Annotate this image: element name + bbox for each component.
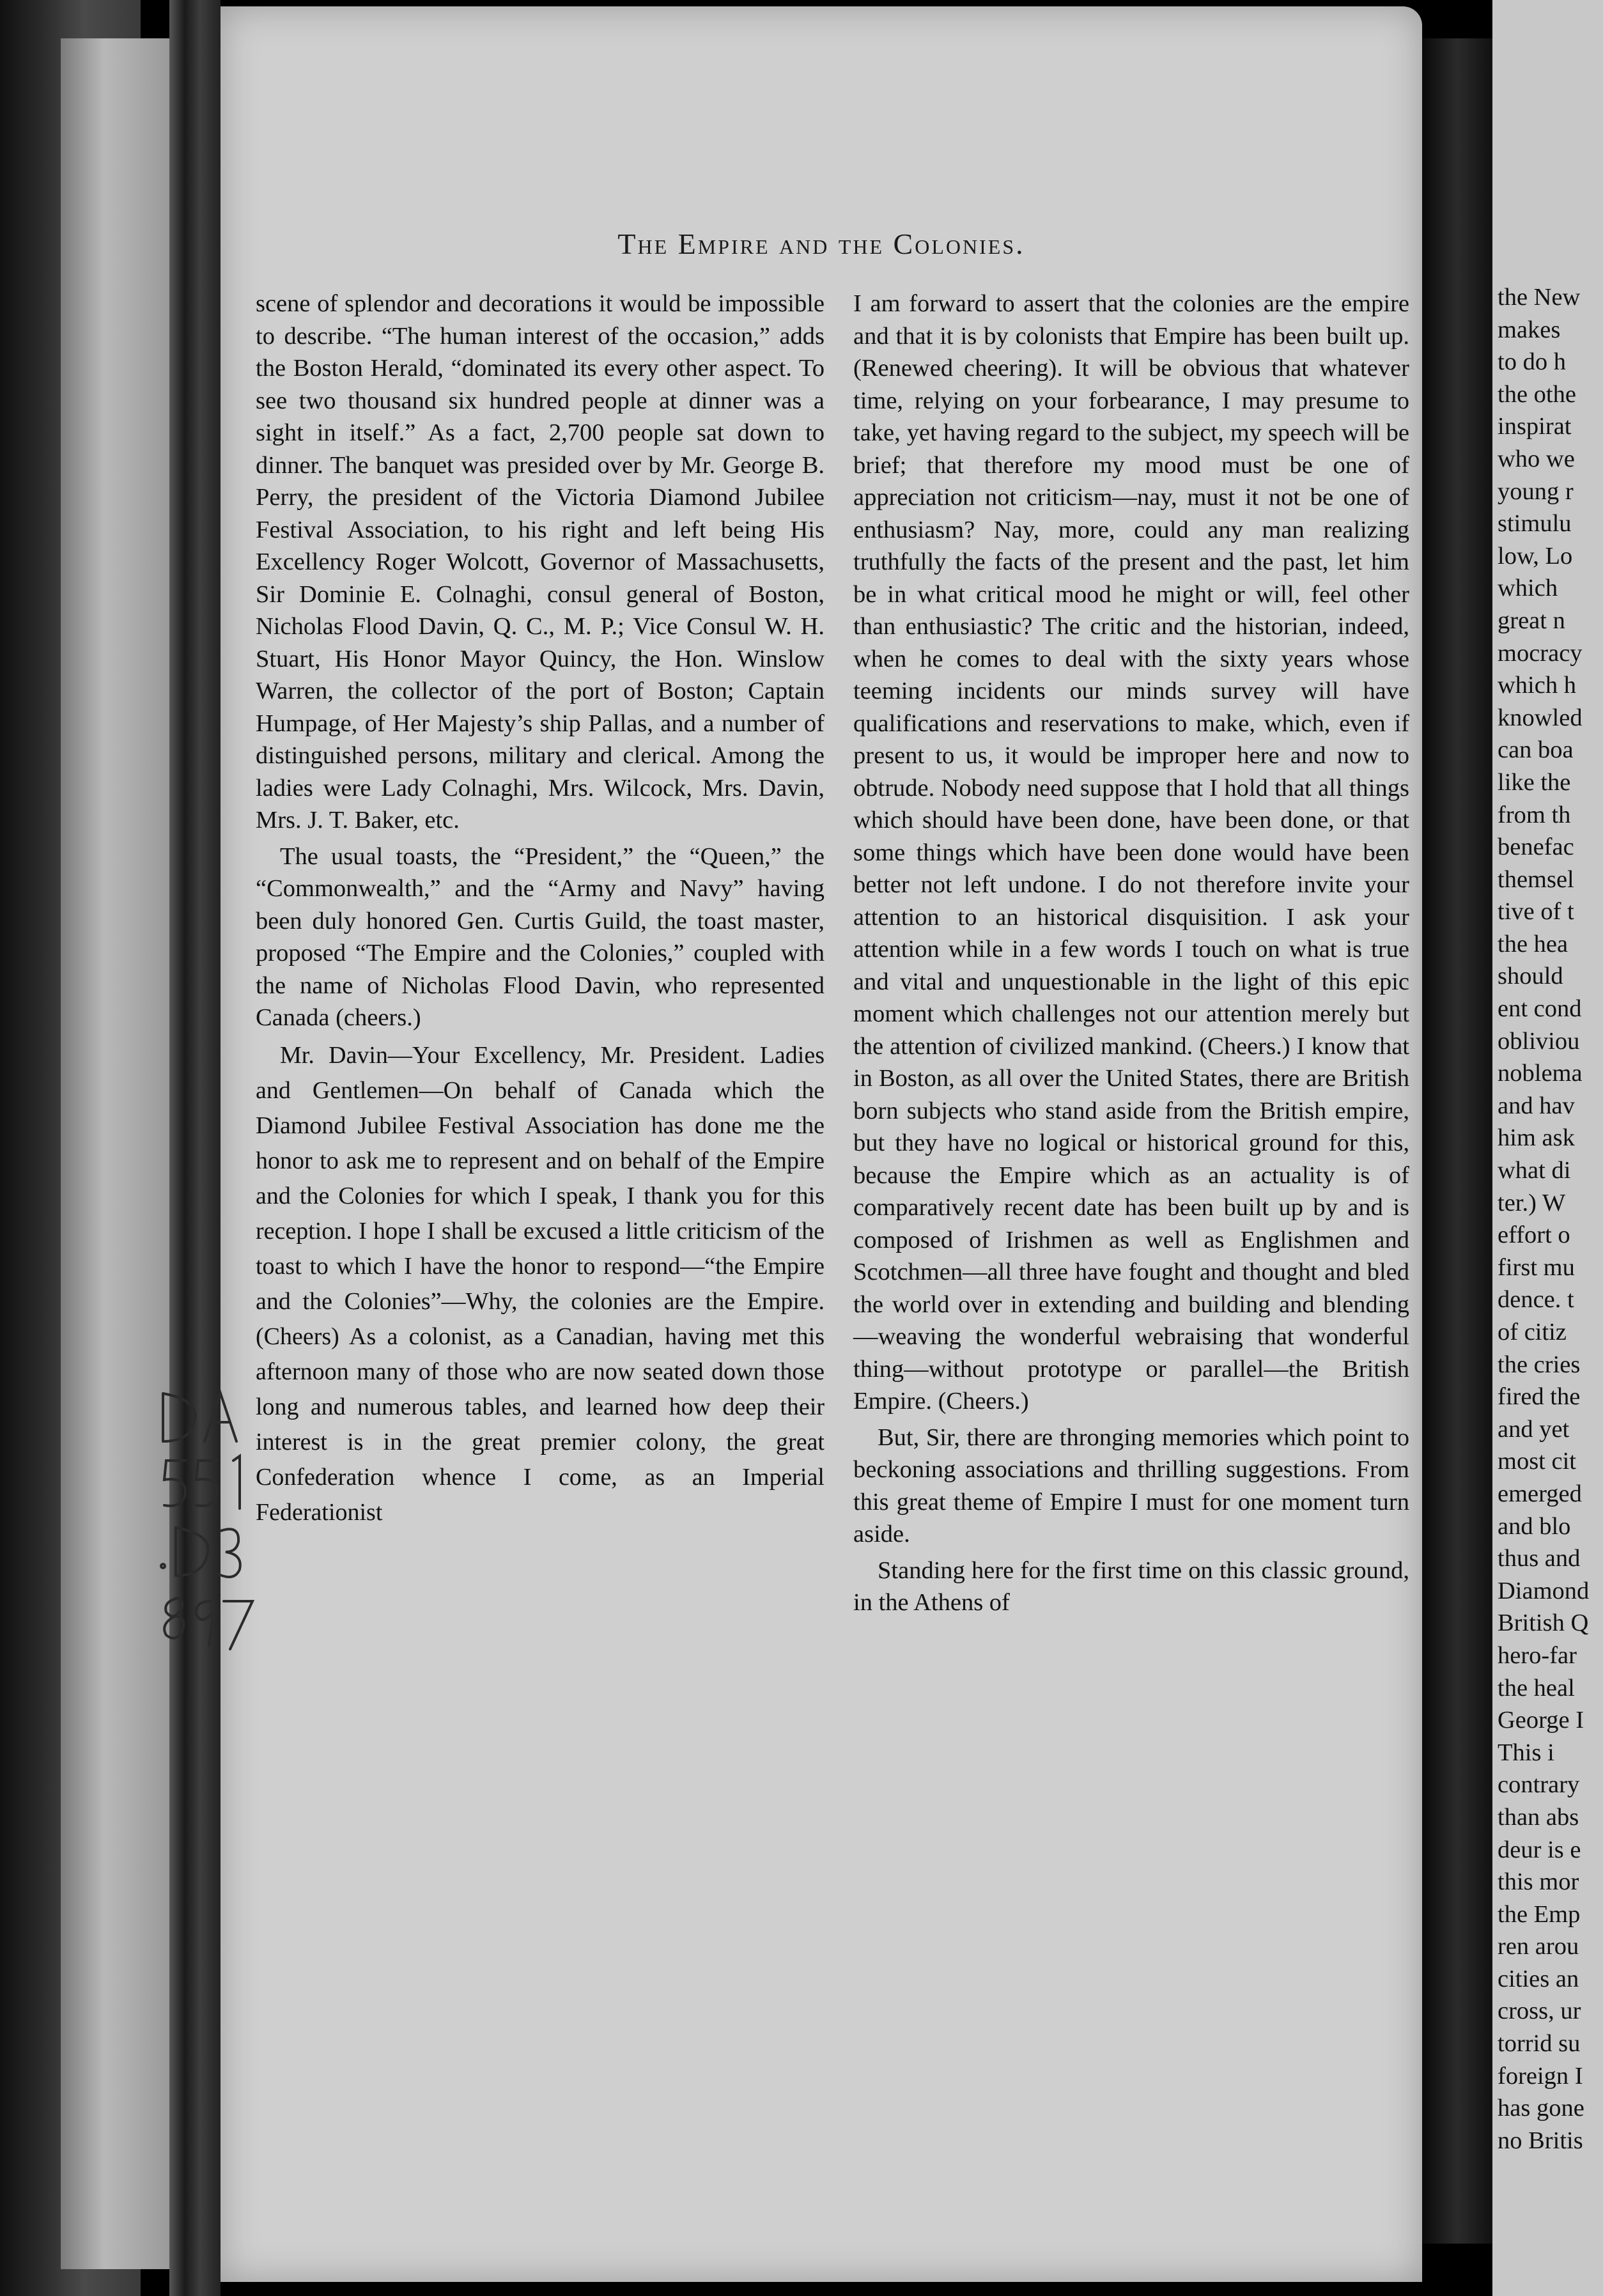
facing-page-line: the New xyxy=(1498,284,1581,311)
page-gutter xyxy=(1422,38,1492,2244)
paragraph-speech-opening: Mr. Davin—Your Excellency, Mr. President. Ladies and Gentlemen—On behalf of Canada which the Diamond Jubilee Festival Association has done me the honor to ask me to represent and on behalf of the Empire and the Colonies for which I speak, I thank you for this reception. I hope I shall be excused a little criticism of the toast to which I have the honor to respond—“the Empire and the Colonies”—Why, the colonies are the Empire. (Cheers) As a colonist, as a Canadian, having met this afternoon many of those who are now seated down those long and numerous tables, and learned how deep their interest is in the great premier colony, the great Confederation whence I come, as an Imperial Federationist xyxy=(256,1041,825,1526)
paragraph-standing-here: Standing here for the first time on this classic ground, in the Athens of xyxy=(853,1556,1409,1616)
facing-page-line: cross, ur xyxy=(1498,1997,1581,2025)
facing-page-line: obliviou xyxy=(1498,1027,1580,1055)
facing-page-line: dence. t xyxy=(1498,1286,1574,1314)
facing-page-line: and hav xyxy=(1498,1092,1575,1119)
facing-page-line: the othe xyxy=(1498,380,1576,408)
facing-page-line: stimulu xyxy=(1498,510,1572,538)
paragraph-banquet: scene of splendor and decorations it would be impossible to describe. “The human interest of the occasion,” adds the Boston Herald, “dominated its every other aspect. To see two thousand six hundred people at dinner was a sight in itself.” As a fact, 2,700 people sat down to dinner. The banquet was presided over by Mr. George B. Perry, the president of the Victoria Diamond Jubilee Festival Association, to his right and left being His Excellency Roger Wolcott, Governor of Massachusetts, Sir Dominie E. Colnaghi, consul general of Boston, Nicholas Flood Davin, Q. C., M. P.; Vice Consul W. H. Stuart, His Honor Mayor Quincy, the Hon. Winslow Warren, the collector of the port of Boston; Captain Humpage, of Her Majesty’s ship Pallas, and a number of distinguished persons, military and clerical. Among the ladies were Lady Colnaghi, Mrs. Wilcock, Mrs. Davin, Mrs. J. T. Baker, etc. xyxy=(256,290,825,834)
facing-page-line: has gone xyxy=(1498,2095,1584,2122)
facing-page-line: themsel xyxy=(1498,865,1574,893)
facing-page-fragment xyxy=(1492,0,1603,2296)
facing-page-line: and yet xyxy=(1498,1415,1570,1443)
cover-board xyxy=(61,38,173,2269)
facing-page-line: fired the xyxy=(1498,1383,1581,1411)
facing-page-line: young r xyxy=(1498,477,1574,505)
facing-page-line: like the xyxy=(1498,768,1571,796)
facing-page-line: the cries xyxy=(1498,1351,1581,1378)
facing-page-line: inspirat xyxy=(1498,413,1572,440)
facing-page-line: George I xyxy=(1498,1707,1584,1734)
facing-page-line: foreign I xyxy=(1498,2062,1583,2090)
facing-page-line: cities an xyxy=(1498,1965,1579,1992)
facing-page-line: low, Lo xyxy=(1498,542,1573,570)
right-text-column xyxy=(853,288,1409,1619)
facing-page-line: and blo xyxy=(1498,1512,1571,1540)
left-text-column xyxy=(256,288,825,1530)
facing-page-line: first mu xyxy=(1498,1253,1575,1281)
facing-page-line: hero-far xyxy=(1498,1641,1577,1669)
facing-page-line: the Emp xyxy=(1498,1900,1581,1928)
paragraph-speech-continued: I am forward to assert that the colonies are the empire and that it is by colonists that Empire has been built up. (Renewed cheering). It will be obvious that whatever time, relying on your forbearance, I may presume to take, yet having regard to the subject, my speech will be brief; that therefore my mood must be one of appreciation not criticism—nay, must it not be one of enthusiasm? Nay, more, could any man realizing truthfully the facts of the present and the past, let him be in what critical mood he might or will, feel other than enthusiastic? The critic and the historian, indeed, when he comes to deal with the sixty years whose teeming incidents our minds survey will have qualifications and reservations to make, which, even if present to us, it would be improper here and now to obtrude. Nobody need suppose that I hold that all things which should have been done, have been done, or that some things which have been done would have been better not left undone. I do not therefore invite your attention to an historical disquisition. I ask your attention while in a few words I touch on what is true and vital and unquestionable in the light of this epic moment which challenges not our attention merely but the attention of civilized mankind. (Cheers.) I know that in Boston, as all over the United States, there are British born subjects who stand aside from the British empire, but they have no logical or historical ground for this, because the Empire which as an actuality is of comparatively recent date has been built up by and is composed of Irishmen as well as Englishmen and Scotchmen—all three have fought and thought and bled the world over in extending and building and blending—weaving the wonderful webraising that wonderful thing—without prototype or parallel—the British Empire. (Cheers.) xyxy=(853,290,1409,1415)
facing-page-lines xyxy=(1498,281,1589,2157)
handwritten-call-number xyxy=(150,1381,278,1687)
facing-page-line: makes xyxy=(1498,316,1561,343)
paragraph-toasts: The usual toasts, the “President,” the “Queen,” the “Commonwealth,” and the “Army and Navy” having been duly honored Gen. Curtis Guild, the toast master, proposed “The Empire and the Colonies,” coupled with the name of Nicholas Flood Davin, who represented Canada (cheers.) xyxy=(256,842,825,1031)
facing-page-line: him ask xyxy=(1498,1124,1575,1152)
facing-page-line: tive of t xyxy=(1498,898,1574,926)
facing-page-line: ent cond xyxy=(1498,995,1582,1023)
facing-page-line: who we xyxy=(1498,445,1575,472)
facing-page-line: knowled xyxy=(1498,704,1583,731)
facing-page-line: This i xyxy=(1498,1739,1554,1766)
facing-page-line: this mor xyxy=(1498,1868,1579,1896)
facing-page-line: Diamond xyxy=(1498,1577,1590,1604)
facing-page-line: thus and xyxy=(1498,1545,1581,1572)
facing-page-line: from th xyxy=(1498,801,1571,828)
binding-spine xyxy=(169,0,221,2296)
facing-page-line: to do h xyxy=(1498,348,1566,376)
facing-page-line: deur is e xyxy=(1498,1836,1581,1863)
facing-page-line: which h xyxy=(1498,672,1576,699)
facing-page-line: torrid su xyxy=(1498,2030,1581,2058)
facing-page-line: contrary xyxy=(1498,1771,1580,1799)
facing-page-line: ren arou xyxy=(1498,1933,1579,1960)
facing-page-line: great n xyxy=(1498,607,1565,634)
facing-page-line: which xyxy=(1498,575,1558,602)
document-page xyxy=(221,6,1422,2282)
paragraph-memories: But, Sir, there are thronging memories which point to beckoning associations and thrilling suggestions. From this great theme of Empire I must for one moment turn aside. xyxy=(853,1423,1409,1547)
facing-page-line: British Q xyxy=(1498,1610,1589,1637)
facing-page-line: can boa xyxy=(1498,736,1574,764)
facing-page-line: noblema xyxy=(1498,1060,1583,1087)
facing-page-line: what di xyxy=(1498,1157,1571,1184)
facing-page-line: ter.) W xyxy=(1498,1189,1566,1216)
facing-page-line: the heal xyxy=(1498,1674,1575,1702)
facing-page-line: of citiz xyxy=(1498,1319,1567,1346)
facing-page-line: emerged xyxy=(1498,1480,1582,1507)
facing-page-line: effort o xyxy=(1498,1222,1570,1249)
running-header: The Empire and the Colonies. xyxy=(617,228,1025,260)
facing-page-line: the hea xyxy=(1498,930,1568,958)
facing-page-line: most cit xyxy=(1498,1448,1576,1475)
facing-page-line: than abs xyxy=(1498,1803,1579,1831)
facing-page-line: mocracy xyxy=(1498,639,1583,667)
facing-page-line: benefac xyxy=(1498,834,1574,861)
facing-page-line: no Britis xyxy=(1498,2127,1583,2154)
facing-page-line: should xyxy=(1498,963,1563,990)
